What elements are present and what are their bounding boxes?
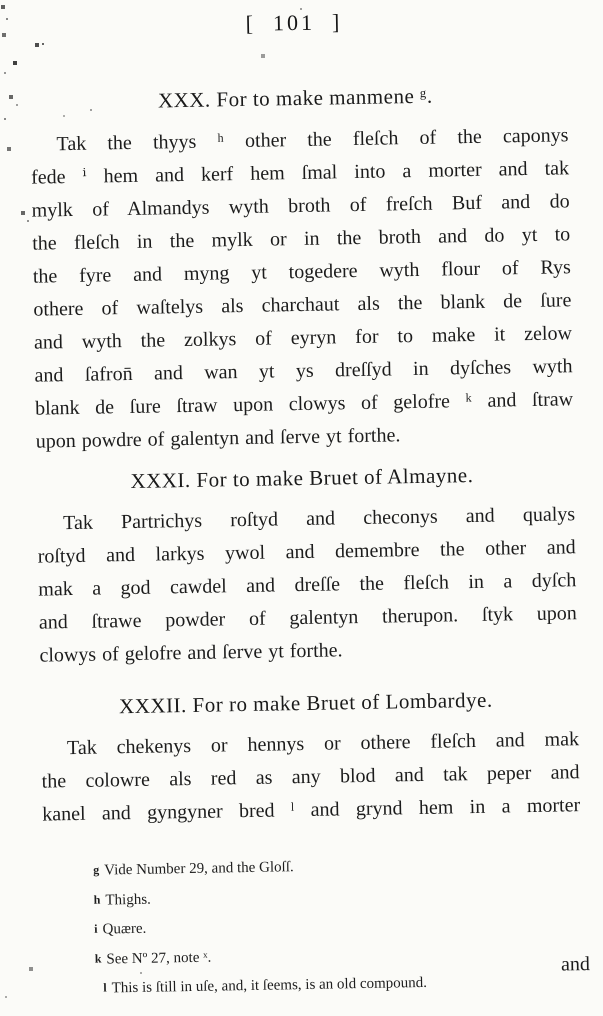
recipe-line: the fleſch in the mylk or in the broth and do yt to	[32, 223, 571, 255]
recipe-body-xxxii	[5, 723, 603, 833]
recipe-line: Tak Partrichys roſtyd and checonys and qualys	[62, 503, 576, 535]
footnote-text: Vide Number 29, and the Gloſſ.	[104, 859, 294, 879]
catchword: and	[560, 953, 591, 976]
recipe-line: blank de ſure ſtraw upon clowys of gelofre ᵏ and ſtraw	[34, 388, 574, 420]
recipe-heading-xxx: XXX. For to make manmene ᵍ.	[157, 83, 433, 113]
footnote-marker: i	[94, 921, 98, 936]
page-number: [ 101 ]	[245, 9, 343, 36]
recipe-line: Tak the thyys ʰ other the fleſch of the caponys	[56, 124, 569, 156]
recipe-line: fede ⁱ hem and kerf hem ſmal into a morter and tak	[30, 157, 570, 189]
recipe-line: mylk of Almandys wyth broth of freſch Buf and do	[31, 190, 570, 222]
footnote-marker: k	[94, 951, 102, 966]
recipe-line: othere of waſtelys als charchaut als the blank de ſure	[33, 289, 572, 321]
recipe-line: upon powdre of galentyn and ſerve yt forthe.	[35, 424, 401, 453]
recipe-line: the colowre als red as any blod and tak peper and	[41, 761, 580, 793]
recipe-line: Tak chekenys or hennys or othere fleſch and mak	[66, 728, 580, 760]
scan-noise	[0, 0, 2, 2]
recipe-line: clowys of gelofre and ſerve yt forthe.	[39, 639, 343, 667]
footnote-text: Thighs.	[105, 891, 151, 908]
recipe-line: mak a god cawdel and dreſſe the fleſch in a dyſch	[38, 569, 577, 601]
footnote-marker: h	[93, 892, 101, 907]
recipe-body-xxxi	[1, 498, 603, 673]
recipe-line: and wyth the zolkys of eyryn for to make it zelow	[33, 322, 573, 354]
recipe-heading-xxxi: XXXI. For to make Bruet of Almayne.	[130, 463, 474, 493]
footnote-text: Quære.	[102, 920, 147, 938]
footnotes	[93, 847, 583, 1003]
footnote-marker: g	[93, 862, 100, 877]
footnote-marker: l	[103, 980, 107, 995]
recipe-line: kanel and gyngyner bred ˡ and grynd hem in a morter	[42, 794, 581, 826]
recipe-heading-xxxii: XXXII. For ro make Bruet of Lombardye.	[118, 687, 493, 719]
recipe-line: and ſafron̄ and wan yt ys dreſſyd in dyſches wyth	[34, 355, 573, 387]
footnote-text: See Nº 27, note ˣ.	[106, 949, 212, 967]
recipe-line: the fyre and myng yt togedere wyth flour of Rys	[32, 256, 571, 288]
footnote-text: This is ſtill in uſe, and, it ſeems, is an old compound.	[111, 974, 428, 997]
recipe-line: roſtyd and larkys ywol and demembre the other and	[37, 536, 576, 568]
recipe-line: and ſtrawe powder of galentyn therupon. ſtyk upon	[38, 602, 577, 634]
recipe-body-xxx	[0, 119, 603, 459]
